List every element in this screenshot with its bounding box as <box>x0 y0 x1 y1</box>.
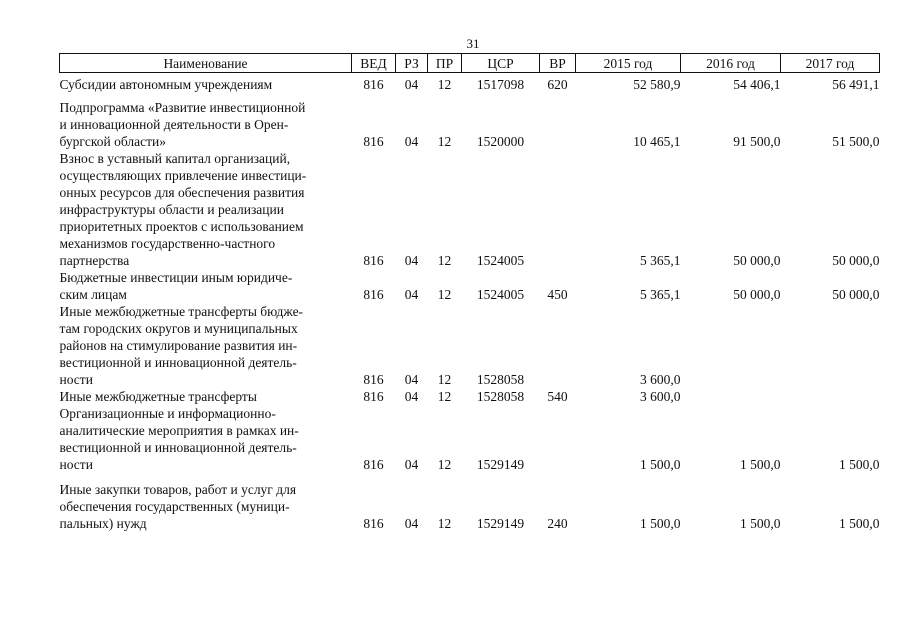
row-name-line: Организационные и информационно- <box>59 406 276 421</box>
table-row <box>60 93 880 150</box>
cell-vr: 240 <box>547 516 568 531</box>
header-vr: ВР <box>540 54 576 73</box>
cell-y2016: 50 000,0 <box>733 287 781 302</box>
row-name-line: ности <box>59 372 93 387</box>
row-name-line: аналитические мероприятия в рамках ин- <box>59 423 299 438</box>
header-rz: РЗ <box>396 54 428 73</box>
header-2015: 2015 год <box>576 54 681 73</box>
cell-pr: 12 <box>437 516 452 531</box>
table-row <box>60 269 880 303</box>
cell-y2017 <box>781 303 880 388</box>
row-name <box>60 73 352 94</box>
row-name <box>60 405 352 473</box>
cell-csr: 1520000 <box>476 134 525 149</box>
cell-rz: 04 <box>404 516 419 531</box>
row-name-line: обеспечения государственных (муници- <box>59 499 290 514</box>
cell-y2016: 91 500,0 <box>733 134 781 149</box>
header-2016: 2016 год <box>681 54 781 73</box>
page-number: 31 <box>466 36 480 51</box>
cell-y2017: 51 500,0 <box>832 134 880 149</box>
cell-ved: 816 <box>363 77 384 92</box>
cell-vr: 450 <box>547 287 568 302</box>
cell-y2015: 5 365,1 <box>640 253 681 268</box>
cell-rz: 04 <box>404 389 419 404</box>
cell-ved: 816 <box>363 372 384 387</box>
cell-y2015: 5 365,1 <box>640 287 681 302</box>
cell-y2015: 10 465,1 <box>633 134 681 149</box>
row-name-line: Бюджетные инвестиции иным юридиче- <box>59 270 293 285</box>
row-name-line: Взнос в уставный капитал организаций, <box>59 151 291 166</box>
cell-rz: 04 <box>404 457 419 472</box>
cell-vr <box>540 303 576 388</box>
cell-y2015: 52 580,9 <box>633 77 681 92</box>
header-name: Наименование <box>60 54 352 73</box>
cell-csr: 1529149 <box>476 457 525 472</box>
cell-ved: 816 <box>363 134 384 149</box>
cell-csr: 1528058 <box>476 389 525 404</box>
cell-ved: 816 <box>363 457 384 472</box>
cell-y2015: 3 600,0 <box>640 372 681 387</box>
cell-y2016: 54 406,1 <box>733 77 781 92</box>
cell-y2017: 1 500,0 <box>839 457 880 472</box>
cell-vr <box>540 93 576 150</box>
cell-csr: 1517098 <box>476 77 525 92</box>
header-2017: 2017 год <box>781 54 880 73</box>
row-name-line: вестиционной и инновационной деятель- <box>59 355 297 370</box>
table-header-row <box>60 54 880 73</box>
row-name-line: ности <box>59 457 93 472</box>
cell-rz: 04 <box>404 372 419 387</box>
table-row <box>60 405 880 473</box>
row-name-line: бургской области» <box>59 134 166 149</box>
header-ved: ВЕД <box>352 54 396 73</box>
table-row <box>60 73 880 94</box>
cell-pr: 12 <box>437 77 452 92</box>
cell-y2017 <box>781 388 880 405</box>
cell-y2017: 50 000,0 <box>832 253 880 268</box>
row-name <box>60 150 352 269</box>
row-name-line: Субсидии автономным учреждениям <box>59 77 273 92</box>
cell-vr <box>540 150 576 269</box>
table-body <box>60 73 880 533</box>
row-name-line: Иные закупки товаров, работ и услуг для <box>59 482 297 497</box>
cell-vr: 620 <box>547 77 568 92</box>
cell-y2017: 56 491,1 <box>832 77 880 92</box>
cell-y2015: 3 600,0 <box>640 389 681 404</box>
cell-pr: 12 <box>437 389 452 404</box>
row-name-line: вестиционной и инновационной деятель- <box>59 440 297 455</box>
cell-ved: 816 <box>363 253 384 268</box>
row-name <box>60 473 352 532</box>
row-name-line: и инновационной деятельности в Орен- <box>59 117 289 132</box>
budget-table <box>59 53 880 532</box>
row-name-line: пальных) нужд <box>59 516 147 531</box>
cell-ved: 816 <box>363 287 384 302</box>
cell-rz: 04 <box>404 77 419 92</box>
table-row <box>60 150 880 269</box>
cell-pr: 12 <box>437 372 452 387</box>
row-name <box>60 93 352 150</box>
cell-y2016: 50 000,0 <box>733 253 781 268</box>
row-name-line: Иные межбюджетные трансферты бюдже- <box>59 304 304 319</box>
row-name <box>60 303 352 388</box>
row-name-line: Подпрограмма «Развитие инвестиционной <box>59 100 306 115</box>
cell-y2017: 50 000,0 <box>832 287 880 302</box>
row-name-line: механизмов государственно-частного <box>59 236 276 251</box>
cell-y2016 <box>681 303 781 388</box>
cell-vr: 540 <box>547 389 568 404</box>
row-name-line: Иные межбюджетные трансферты <box>59 389 257 404</box>
table-row <box>60 303 880 388</box>
table-row <box>60 388 880 405</box>
cell-ved: 816 <box>363 516 384 531</box>
cell-ved: 816 <box>363 389 384 404</box>
cell-csr: 1524005 <box>476 253 525 268</box>
row-name-line: приоритетных проектов с использованием <box>59 219 304 234</box>
cell-y2016 <box>681 388 781 405</box>
row-name <box>60 269 352 303</box>
cell-pr: 12 <box>437 134 452 149</box>
cell-pr: 12 <box>437 457 452 472</box>
cell-csr: 1529149 <box>476 516 525 531</box>
cell-y2017: 1 500,0 <box>839 516 880 531</box>
header-csr: ЦСР <box>462 54 540 73</box>
cell-rz: 04 <box>404 134 419 149</box>
cell-y2016: 1 500,0 <box>740 516 781 531</box>
row-name-line: ским лицам <box>59 287 127 302</box>
row-name-line: онных ресурсов для обеспечения развития <box>59 185 305 200</box>
cell-csr: 1524005 <box>476 287 525 302</box>
row-name-line: там городских округов и муниципальных <box>59 321 298 336</box>
cell-y2015: 1 500,0 <box>640 457 681 472</box>
cell-pr: 12 <box>437 253 452 268</box>
row-name-line: партнерства <box>59 253 130 268</box>
row-name-line: инфраструктуры области и реализации <box>59 202 284 217</box>
row-name <box>60 388 352 405</box>
cell-y2015: 1 500,0 <box>640 516 681 531</box>
cell-pr: 12 <box>437 287 452 302</box>
cell-rz: 04 <box>404 253 419 268</box>
row-name-line: районов на стимулирование развития ин- <box>59 338 298 353</box>
row-name-line: осуществляющих привлечение инвестици- <box>59 168 307 183</box>
cell-vr <box>540 405 576 473</box>
header-pr: ПР <box>428 54 462 73</box>
cell-y2016: 1 500,0 <box>740 457 781 472</box>
cell-rz: 04 <box>404 287 419 302</box>
cell-csr: 1528058 <box>476 372 525 387</box>
table-row <box>60 473 880 532</box>
